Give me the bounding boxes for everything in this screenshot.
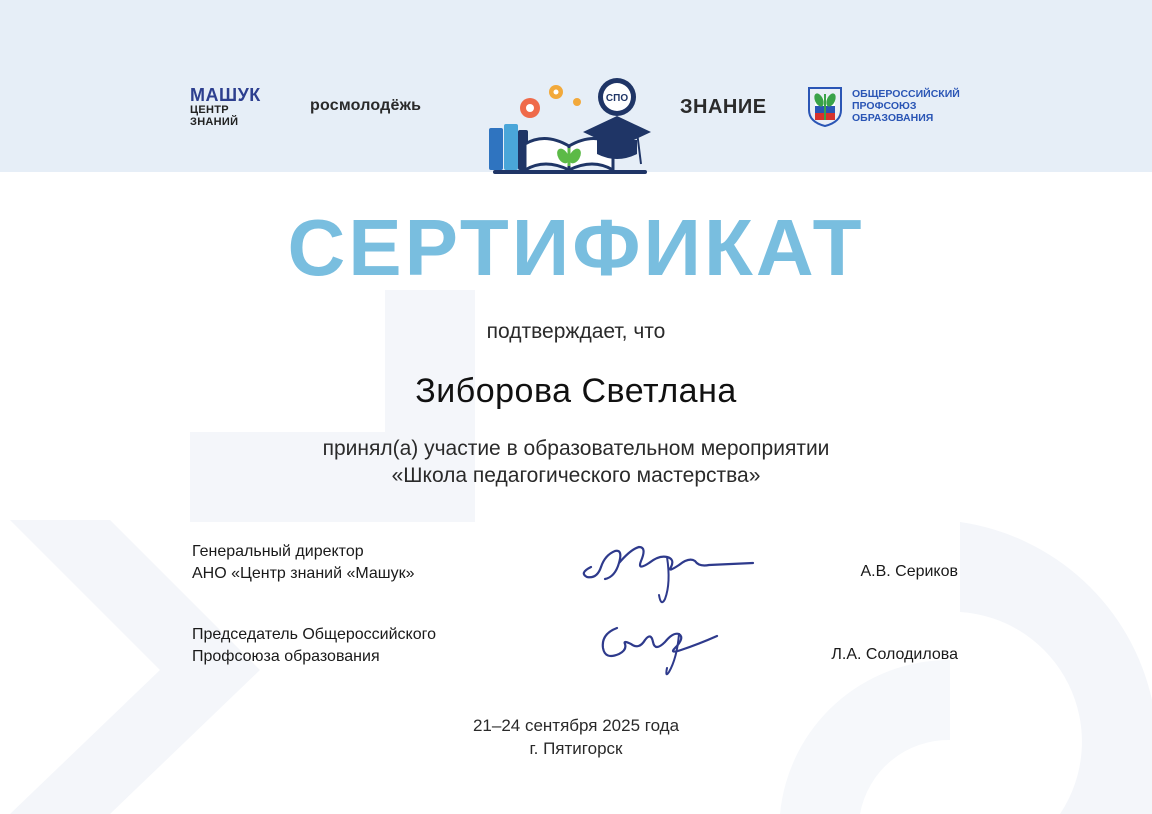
znanie-logo: ЗНАНИЕ (680, 96, 767, 118)
signatory-name: Л.А. Солодилова (831, 646, 958, 663)
signatory-position-line1: Генеральный директор (192, 543, 364, 560)
mashuk-logo-line3: ЗНАНИЙ (190, 116, 239, 128)
participation-line1: принял(а) участие в образовательном мероприятии (322, 437, 830, 460)
certificate-title: СЕРТИФИКАТ (287, 203, 865, 292)
signatory-position-line2: АНО «Центр знаний «Машук» (192, 565, 415, 582)
recipient-name: Зиборова Светлана (415, 372, 737, 410)
event-city: г. Пятигорск (529, 739, 623, 758)
signatory-position-line1: Председатель Общероссийского (192, 626, 436, 643)
mashuk-logo (190, 86, 261, 128)
profsoyuz-emblem-icon (805, 84, 845, 128)
mashuk-logo-title: МАШУК (190, 85, 261, 105)
signatory-position-line2: Профсоюза образования (192, 648, 380, 665)
confirms-text: подтверждает, что (486, 320, 666, 343)
profsoyuz-logo-line3: ОБРАЗОВАНИЯ (852, 112, 934, 124)
rosmolodezh-logo: росмолодёжь (310, 97, 422, 114)
profsoyuz-logo (805, 84, 965, 128)
event-dates: 21–24 сентября 2025 года (472, 716, 680, 735)
event-name: «Школа педагогического мастерства» (391, 464, 761, 487)
signatory-row (190, 541, 958, 585)
gear-icon (549, 85, 563, 99)
spo-badge-text: СПО (605, 93, 629, 104)
participation-text (0, 435, 1152, 489)
signature-image (595, 614, 735, 684)
signatory-name: А.В. Сериков (860, 563, 958, 580)
event-footer (0, 714, 1152, 760)
signatory-position (192, 541, 415, 585)
profsoyuz-logo-line1: ОБЩЕРОССИЙСКИЙ (852, 88, 960, 100)
signatory-row (190, 624, 958, 668)
mashuk-logo-line2: ЦЕНТР (190, 104, 229, 116)
signatory-position (192, 624, 436, 668)
spo-book-logo (485, 70, 655, 187)
signature-image (575, 533, 765, 613)
gear-icon (520, 98, 540, 118)
spo-gear-icon (598, 78, 636, 116)
profsoyuz-logo-line2: ПРОФСОЮЗ (852, 100, 917, 112)
